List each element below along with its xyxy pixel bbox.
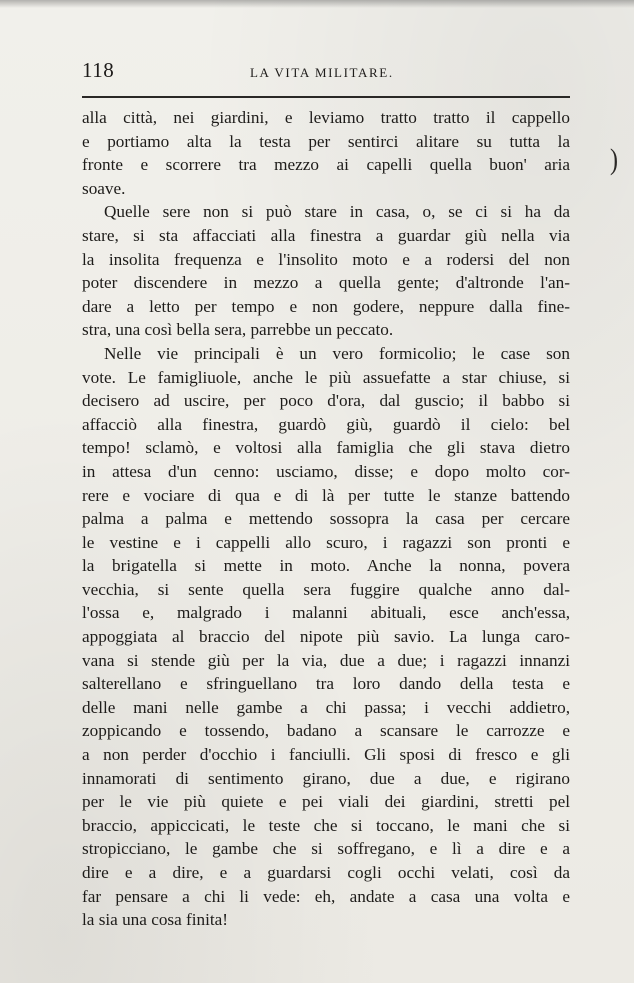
text-line: poter discendere in mezzo a quella gente; d'altronde l'an- <box>82 273 570 293</box>
text-line: stropicciano, le gambe che si soffregano, e lì a dire e a <box>82 839 570 859</box>
text-line: vote. Le famigliuole, anche le più assuefatte a star chiuse, si <box>82 367 570 387</box>
text-line: vana si stende giù per la via, due a due; i ragazzi innanzi <box>82 650 570 670</box>
text-line: alla città, nei giardini, e leviamo tratto tratto il cappello <box>82 108 570 127</box>
text-line: decisero ad uscire, per poco d'ora, dal guscio; il babbo si <box>82 391 570 411</box>
page-number: 118 <box>82 58 115 82</box>
text-line: rere e vociare di qua e di là per tutte le stanze battendo <box>82 485 570 505</box>
text-line: delle mani nelle gambe a chi passa; i vecchi addietro, <box>82 697 570 717</box>
text-line: l'ossa e, malgrado i malanni abituali, esce anch'essa, <box>82 603 570 623</box>
text-line: salterellano e sfringuellano tra loro dando della testa e <box>82 674 570 694</box>
text-line: dare a letto per tempo e non godere, neppure dalla fine- <box>82 296 570 316</box>
text-line: affacciò alla finestra, guardò giù, guardò il cielo: bel <box>82 414 570 434</box>
text-line: innamorati di sentimento girano, due a due, e rigirano <box>82 768 570 788</box>
paragraph-start-line: Nelle vie principali è un vero formicolio; le case son <box>104 343 570 363</box>
text-line: stare, si sta affacciati alla finestra a guardar giù nella via <box>82 225 570 245</box>
text-line: appoggiata al braccio del nipote più savio. La lunga caro- <box>82 627 570 647</box>
text-line: fronte e scorrere tra mezzo ai capelli quella buon' aria <box>82 155 570 175</box>
text-line: braccio, appiccicati, le teste che si toccano, le mani che si <box>82 815 570 835</box>
scan-edge-shadow <box>0 0 634 8</box>
text-line: la insolita frequenza e l'insolito moto e a rodersi del non <box>82 249 570 269</box>
text-line: a non perder d'occhio i fanciulli. Gli sposi di fresco e gli <box>82 745 570 765</box>
running-title: LA VITA MILITARE. <box>250 65 394 80</box>
margin-mark: ) <box>610 143 618 176</box>
text-line: la sia una cosa finita! <box>82 910 229 930</box>
text-line: tempo! sclamò, e voltosi alla famiglia che gli stava dietro <box>82 438 570 458</box>
text-line: le vestine e i cappelli allo scuro, i ragazzi son pronti e <box>82 532 570 552</box>
text-line: zoppicando e tossendo, badano a scansare le carrozze e <box>82 721 570 741</box>
body-text <box>82 106 570 932</box>
text-line: far pensare a chi li vede: eh, andate a casa una volta e <box>82 886 570 906</box>
text-line: in attesa d'un cenno: usciamo, disse; e dopo molto cor- <box>82 461 570 481</box>
text-line: soave. <box>82 178 126 198</box>
text-line: vecchia, si sente quella sera fuggire qualche anno dal- <box>82 579 570 599</box>
text-line: e portiamo alta la testa per sentirci alitare su tutta la <box>82 131 570 151</box>
header-rule <box>82 96 570 98</box>
text-line: stra, una così bella sera, parrebbe un peccato. <box>82 320 394 340</box>
page-header <box>82 58 570 88</box>
text-line: la brigatella si mette in moto. Anche la nonna, povera <box>82 556 570 576</box>
paragraph-start-line: Quelle sere non si può stare in casa, o, se ci si ha da <box>104 202 570 222</box>
text-line: per le vie più quiete e pei viali dei giardini, stretti pel <box>82 792 570 812</box>
text-line: dire e a dire, e a guardarsi cogli occhi velati, così da <box>82 863 570 882</box>
text-line: palma a palma e mettendo sossopra la casa per cercare <box>82 509 570 529</box>
